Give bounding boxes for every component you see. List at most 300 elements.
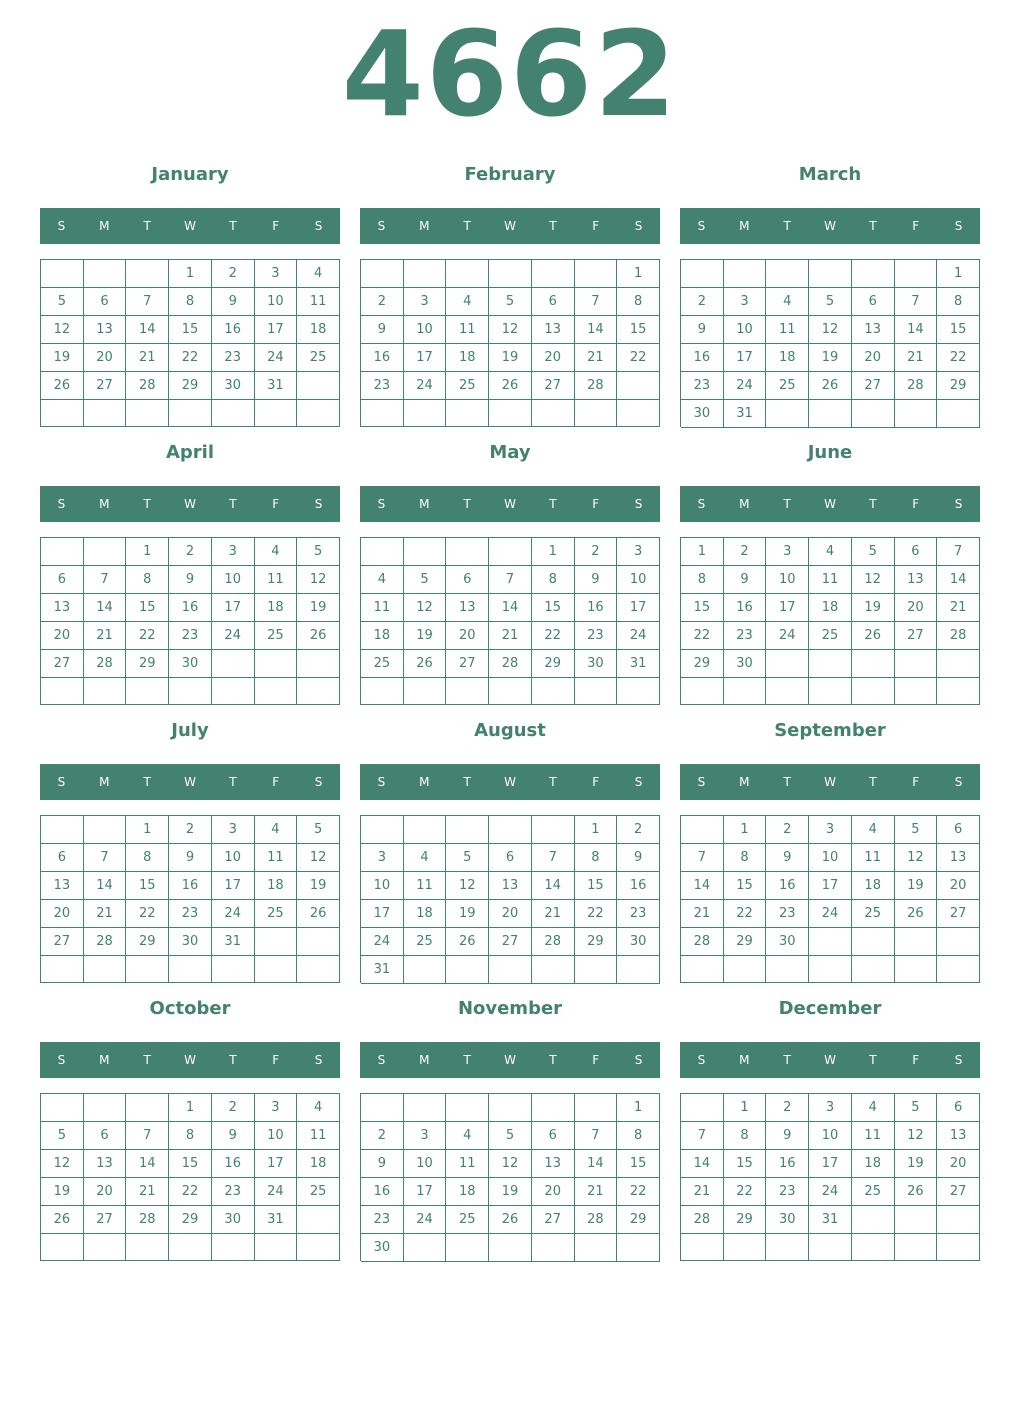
day-cell[interactable]: 4 [297,1094,340,1122]
day-cell[interactable]: 25 [809,622,852,650]
day-cell[interactable]: 23 [617,900,660,928]
day-cell[interactable]: 28 [681,1206,724,1234]
day-cell[interactable]: 10 [404,316,447,344]
day-cell[interactable]: 11 [446,316,489,344]
day-cell[interactable]: 26 [809,372,852,400]
day-cell[interactable]: 22 [575,900,618,928]
day-cell[interactable]: 7 [126,288,169,316]
day-cell[interactable]: 6 [937,1094,980,1122]
day-cell[interactable]: 1 [617,1094,660,1122]
day-cell[interactable]: 23 [766,900,809,928]
day-cell[interactable]: 31 [255,372,298,400]
day-cell[interactable]: 26 [852,622,895,650]
day-cell[interactable]: 8 [126,844,169,872]
day-cell[interactable]: 6 [84,288,127,316]
day-cell[interactable]: 24 [617,622,660,650]
day-cell[interactable]: 5 [41,288,84,316]
day-cell[interactable]: 30 [766,1206,809,1234]
day-cell[interactable]: 1 [681,538,724,566]
day-cell[interactable]: 18 [852,872,895,900]
day-cell[interactable]: 9 [212,1122,255,1150]
day-cell[interactable]: 14 [126,1150,169,1178]
day-cell[interactable]: 24 [724,372,767,400]
day-cell[interactable]: 24 [212,622,255,650]
day-cell[interactable]: 17 [212,872,255,900]
day-cell[interactable]: 1 [937,260,980,288]
day-cell[interactable]: 30 [212,372,255,400]
day-cell[interactable]: 4 [255,538,298,566]
day-cell[interactable]: 22 [724,1178,767,1206]
day-cell[interactable]: 19 [489,344,532,372]
day-cell[interactable]: 5 [809,288,852,316]
day-cell[interactable]: 27 [895,622,938,650]
day-cell[interactable]: 30 [617,928,660,956]
day-cell[interactable]: 16 [724,594,767,622]
day-cell[interactable]: 13 [41,872,84,900]
day-cell[interactable]: 30 [169,928,212,956]
day-cell[interactable]: 17 [212,594,255,622]
day-cell[interactable]: 11 [297,288,340,316]
day-cell[interactable]: 9 [212,288,255,316]
day-cell[interactable]: 29 [724,928,767,956]
day-cell[interactable]: 28 [489,650,532,678]
day-cell[interactable]: 19 [809,344,852,372]
day-cell[interactable]: 25 [852,900,895,928]
day-cell[interactable]: 21 [84,622,127,650]
day-cell[interactable]: 17 [255,316,298,344]
day-cell[interactable]: 4 [255,816,298,844]
day-cell[interactable]: 13 [41,594,84,622]
day-cell[interactable]: 14 [681,1150,724,1178]
day-cell[interactable]: 18 [766,344,809,372]
day-cell[interactable]: 27 [532,372,575,400]
day-cell[interactable]: 6 [41,844,84,872]
day-cell[interactable]: 5 [446,844,489,872]
day-cell[interactable]: 24 [404,1206,447,1234]
day-cell[interactable]: 28 [575,1206,618,1234]
day-cell[interactable]: 18 [255,872,298,900]
day-cell[interactable]: 11 [297,1122,340,1150]
day-cell[interactable]: 9 [169,566,212,594]
day-cell[interactable]: 3 [255,260,298,288]
day-cell[interactable]: 15 [126,594,169,622]
day-cell[interactable]: 23 [169,900,212,928]
day-cell[interactable]: 14 [681,872,724,900]
day-cell[interactable]: 27 [84,1206,127,1234]
day-cell[interactable]: 16 [169,594,212,622]
day-cell[interactable]: 26 [895,900,938,928]
day-cell[interactable]: 15 [681,594,724,622]
day-cell[interactable]: 3 [809,816,852,844]
day-cell[interactable]: 3 [766,538,809,566]
day-cell[interactable]: 25 [361,650,404,678]
day-cell[interactable]: 26 [297,622,340,650]
day-cell[interactable]: 28 [575,372,618,400]
day-cell[interactable]: 7 [575,288,618,316]
day-cell[interactable]: 9 [169,844,212,872]
day-cell[interactable]: 6 [852,288,895,316]
day-cell[interactable]: 16 [681,344,724,372]
day-cell[interactable]: 25 [297,1178,340,1206]
day-cell[interactable]: 4 [446,1122,489,1150]
day-cell[interactable]: 23 [724,622,767,650]
day-cell[interactable]: 2 [361,288,404,316]
day-cell[interactable]: 8 [169,1122,212,1150]
day-cell[interactable]: 1 [724,1094,767,1122]
day-cell[interactable]: 28 [681,928,724,956]
day-cell[interactable]: 31 [617,650,660,678]
day-cell[interactable]: 17 [361,900,404,928]
day-cell[interactable]: 24 [809,900,852,928]
day-cell[interactable]: 6 [84,1122,127,1150]
day-cell[interactable]: 14 [489,594,532,622]
day-cell[interactable]: 30 [724,650,767,678]
day-cell[interactable]: 27 [937,900,980,928]
day-cell[interactable]: 23 [575,622,618,650]
day-cell[interactable]: 8 [617,288,660,316]
day-cell[interactable]: 3 [212,816,255,844]
day-cell[interactable]: 2 [212,1094,255,1122]
day-cell[interactable]: 20 [41,900,84,928]
day-cell[interactable]: 6 [489,844,532,872]
day-cell[interactable]: 10 [255,1122,298,1150]
day-cell[interactable]: 21 [84,900,127,928]
day-cell[interactable]: 20 [84,1178,127,1206]
day-cell[interactable]: 12 [895,1122,938,1150]
day-cell[interactable]: 9 [361,1150,404,1178]
day-cell[interactable]: 18 [852,1150,895,1178]
day-cell[interactable]: 18 [297,1150,340,1178]
day-cell[interactable]: 26 [446,928,489,956]
day-cell[interactable]: 20 [532,344,575,372]
day-cell[interactable]: 15 [937,316,980,344]
day-cell[interactable]: 21 [126,1178,169,1206]
day-cell[interactable]: 10 [255,288,298,316]
day-cell[interactable]: 21 [575,344,618,372]
day-cell[interactable]: 24 [766,622,809,650]
day-cell[interactable]: 22 [617,1178,660,1206]
day-cell[interactable]: 22 [724,900,767,928]
day-cell[interactable]: 12 [852,566,895,594]
day-cell[interactable]: 24 [212,900,255,928]
day-cell[interactable]: 10 [766,566,809,594]
day-cell[interactable]: 28 [532,928,575,956]
day-cell[interactable]: 16 [766,1150,809,1178]
day-cell[interactable]: 6 [937,816,980,844]
day-cell[interactable]: 20 [489,900,532,928]
day-cell[interactable]: 11 [255,844,298,872]
day-cell[interactable]: 10 [404,1150,447,1178]
day-cell[interactable]: 7 [575,1122,618,1150]
day-cell[interactable]: 5 [852,538,895,566]
day-cell[interactable]: 19 [852,594,895,622]
day-cell[interactable]: 16 [575,594,618,622]
day-cell[interactable]: 13 [852,316,895,344]
day-cell[interactable]: 22 [617,344,660,372]
day-cell[interactable]: 2 [766,1094,809,1122]
day-cell[interactable]: 2 [681,288,724,316]
day-cell[interactable]: 28 [937,622,980,650]
day-cell[interactable]: 30 [681,400,724,428]
day-cell[interactable]: 23 [212,344,255,372]
day-cell[interactable]: 17 [255,1150,298,1178]
day-cell[interactable]: 12 [41,316,84,344]
day-cell[interactable]: 17 [724,344,767,372]
day-cell[interactable]: 29 [681,650,724,678]
day-cell[interactable]: 18 [446,344,489,372]
day-cell[interactable]: 13 [937,844,980,872]
day-cell[interactable]: 5 [489,288,532,316]
day-cell[interactable]: 22 [681,622,724,650]
day-cell[interactable]: 25 [255,622,298,650]
day-cell[interactable]: 9 [724,566,767,594]
day-cell[interactable]: 2 [724,538,767,566]
day-cell[interactable]: 19 [404,622,447,650]
day-cell[interactable]: 31 [809,1206,852,1234]
day-cell[interactable]: 1 [617,260,660,288]
day-cell[interactable]: 11 [809,566,852,594]
day-cell[interactable]: 10 [617,566,660,594]
day-cell[interactable]: 9 [575,566,618,594]
day-cell[interactable]: 9 [361,316,404,344]
day-cell[interactable]: 2 [766,816,809,844]
day-cell[interactable]: 7 [895,288,938,316]
day-cell[interactable]: 12 [41,1150,84,1178]
day-cell[interactable]: 20 [532,1178,575,1206]
day-cell[interactable]: 6 [895,538,938,566]
day-cell[interactable]: 7 [937,538,980,566]
day-cell[interactable]: 11 [404,872,447,900]
day-cell[interactable]: 14 [575,316,618,344]
day-cell[interactable]: 22 [937,344,980,372]
day-cell[interactable]: 26 [404,650,447,678]
day-cell[interactable]: 10 [212,566,255,594]
day-cell[interactable]: 27 [852,372,895,400]
day-cell[interactable]: 8 [724,1122,767,1150]
day-cell[interactable]: 26 [489,1206,532,1234]
day-cell[interactable]: 19 [41,344,84,372]
day-cell[interactable]: 20 [446,622,489,650]
day-cell[interactable]: 22 [126,900,169,928]
day-cell[interactable]: 2 [169,538,212,566]
day-cell[interactable]: 15 [724,1150,767,1178]
day-cell[interactable]: 23 [212,1178,255,1206]
day-cell[interactable]: 29 [575,928,618,956]
day-cell[interactable]: 13 [489,872,532,900]
day-cell[interactable]: 29 [532,650,575,678]
day-cell[interactable]: 31 [724,400,767,428]
day-cell[interactable]: 21 [532,900,575,928]
day-cell[interactable]: 8 [169,288,212,316]
day-cell[interactable]: 12 [404,594,447,622]
day-cell[interactable]: 28 [84,650,127,678]
day-cell[interactable]: 9 [681,316,724,344]
day-cell[interactable]: 2 [617,816,660,844]
day-cell[interactable]: 6 [532,1122,575,1150]
day-cell[interactable]: 7 [532,844,575,872]
day-cell[interactable]: 8 [575,844,618,872]
day-cell[interactable]: 27 [84,372,127,400]
day-cell[interactable]: 8 [724,844,767,872]
day-cell[interactable]: 10 [212,844,255,872]
day-cell[interactable]: 1 [169,260,212,288]
day-cell[interactable]: 1 [126,538,169,566]
day-cell[interactable]: 9 [766,844,809,872]
day-cell[interactable]: 30 [169,650,212,678]
day-cell[interactable]: 5 [895,1094,938,1122]
day-cell[interactable]: 29 [937,372,980,400]
day-cell[interactable]: 12 [297,844,340,872]
day-cell[interactable]: 7 [126,1122,169,1150]
day-cell[interactable]: 6 [41,566,84,594]
day-cell[interactable]: 26 [41,1206,84,1234]
day-cell[interactable]: 27 [489,928,532,956]
day-cell[interactable]: 12 [446,872,489,900]
day-cell[interactable]: 1 [126,816,169,844]
day-cell[interactable]: 17 [404,1178,447,1206]
day-cell[interactable]: 13 [895,566,938,594]
day-cell[interactable]: 1 [169,1094,212,1122]
day-cell[interactable]: 22 [169,1178,212,1206]
day-cell[interactable]: 4 [809,538,852,566]
day-cell[interactable]: 10 [724,316,767,344]
day-cell[interactable]: 24 [255,344,298,372]
day-cell[interactable]: 18 [361,622,404,650]
day-cell[interactable]: 29 [724,1206,767,1234]
day-cell[interactable]: 5 [404,566,447,594]
day-cell[interactable]: 20 [937,1150,980,1178]
day-cell[interactable]: 19 [895,872,938,900]
day-cell[interactable]: 14 [126,316,169,344]
day-cell[interactable]: 5 [895,816,938,844]
day-cell[interactable]: 6 [446,566,489,594]
day-cell[interactable]: 28 [126,1206,169,1234]
day-cell[interactable]: 3 [809,1094,852,1122]
day-cell[interactable]: 7 [489,566,532,594]
day-cell[interactable]: 4 [852,816,895,844]
day-cell[interactable]: 20 [84,344,127,372]
day-cell[interactable]: 13 [532,1150,575,1178]
day-cell[interactable]: 23 [361,1206,404,1234]
day-cell[interactable]: 22 [532,622,575,650]
day-cell[interactable]: 5 [41,1122,84,1150]
day-cell[interactable]: 1 [724,816,767,844]
day-cell[interactable]: 3 [404,288,447,316]
day-cell[interactable]: 17 [809,1150,852,1178]
day-cell[interactable]: 15 [617,316,660,344]
day-cell[interactable]: 19 [446,900,489,928]
day-cell[interactable]: 3 [212,538,255,566]
day-cell[interactable]: 16 [361,344,404,372]
day-cell[interactable]: 2 [169,816,212,844]
day-cell[interactable]: 5 [297,816,340,844]
day-cell[interactable]: 25 [446,1206,489,1234]
day-cell[interactable]: 9 [766,1122,809,1150]
day-cell[interactable]: 31 [212,928,255,956]
day-cell[interactable]: 26 [489,372,532,400]
day-cell[interactable]: 20 [852,344,895,372]
day-cell[interactable]: 14 [575,1150,618,1178]
day-cell[interactable]: 13 [446,594,489,622]
day-cell[interactable]: 10 [809,1122,852,1150]
day-cell[interactable]: 2 [212,260,255,288]
day-cell[interactable]: 31 [361,956,404,984]
day-cell[interactable]: 4 [404,844,447,872]
day-cell[interactable]: 24 [809,1178,852,1206]
day-cell[interactable]: 1 [532,538,575,566]
day-cell[interactable]: 16 [617,872,660,900]
day-cell[interactable]: 10 [809,844,852,872]
day-cell[interactable]: 30 [575,650,618,678]
day-cell[interactable]: 18 [255,594,298,622]
day-cell[interactable]: 18 [809,594,852,622]
day-cell[interactable]: 27 [41,928,84,956]
day-cell[interactable]: 27 [937,1178,980,1206]
day-cell[interactable]: 4 [766,288,809,316]
day-cell[interactable]: 17 [809,872,852,900]
day-cell[interactable]: 22 [169,344,212,372]
day-cell[interactable]: 21 [489,622,532,650]
day-cell[interactable]: 3 [361,844,404,872]
day-cell[interactable]: 1 [575,816,618,844]
day-cell[interactable]: 3 [255,1094,298,1122]
day-cell[interactable]: 29 [617,1206,660,1234]
day-cell[interactable]: 15 [532,594,575,622]
day-cell[interactable]: 12 [489,316,532,344]
day-cell[interactable]: 16 [361,1178,404,1206]
day-cell[interactable]: 11 [852,844,895,872]
day-cell[interactable]: 7 [84,566,127,594]
day-cell[interactable]: 11 [766,316,809,344]
day-cell[interactable]: 4 [446,288,489,316]
day-cell[interactable]: 14 [895,316,938,344]
day-cell[interactable]: 13 [84,1150,127,1178]
day-cell[interactable]: 17 [404,344,447,372]
day-cell[interactable]: 23 [766,1178,809,1206]
day-cell[interactable]: 21 [681,900,724,928]
day-cell[interactable]: 15 [724,872,767,900]
day-cell[interactable]: 8 [532,566,575,594]
day-cell[interactable]: 29 [169,1206,212,1234]
day-cell[interactable]: 5 [489,1122,532,1150]
day-cell[interactable]: 11 [361,594,404,622]
day-cell[interactable]: 19 [41,1178,84,1206]
day-cell[interactable]: 16 [169,872,212,900]
day-cell[interactable]: 24 [255,1178,298,1206]
day-cell[interactable]: 21 [126,344,169,372]
day-cell[interactable]: 21 [895,344,938,372]
day-cell[interactable]: 4 [361,566,404,594]
day-cell[interactable]: 30 [361,1234,404,1262]
day-cell[interactable]: 21 [575,1178,618,1206]
day-cell[interactable]: 20 [937,872,980,900]
day-cell[interactable]: 31 [255,1206,298,1234]
day-cell[interactable]: 29 [169,372,212,400]
day-cell[interactable]: 23 [681,372,724,400]
day-cell[interactable]: 30 [766,928,809,956]
day-cell[interactable]: 13 [532,316,575,344]
day-cell[interactable]: 30 [212,1206,255,1234]
day-cell[interactable]: 29 [126,650,169,678]
day-cell[interactable]: 12 [809,316,852,344]
day-cell[interactable]: 24 [361,928,404,956]
day-cell[interactable]: 28 [895,372,938,400]
day-cell[interactable]: 8 [617,1122,660,1150]
day-cell[interactable]: 26 [895,1178,938,1206]
day-cell[interactable]: 25 [852,1178,895,1206]
day-cell[interactable]: 23 [361,372,404,400]
day-cell[interactable]: 12 [489,1150,532,1178]
